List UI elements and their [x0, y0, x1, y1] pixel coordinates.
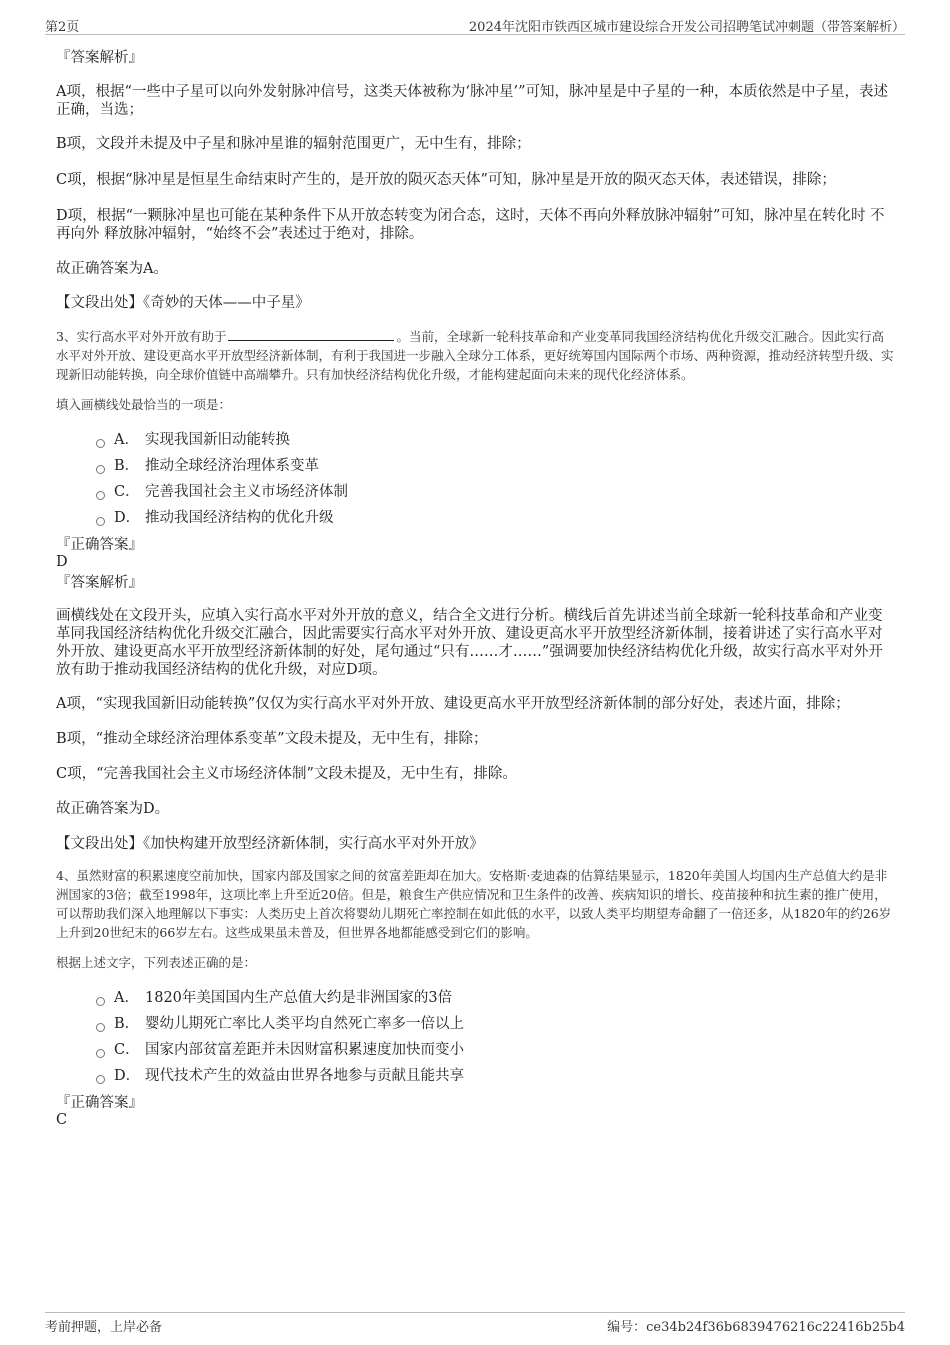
q4-option-a[interactable]: A． 1820年美国国内生产总值大约是非洲国家的3倍 — [96, 985, 894, 1011]
q2-source: 【文段出处】《奇妙的天体——中子星》 — [56, 295, 310, 311]
radio-icon[interactable] — [96, 439, 105, 448]
page-number: 第2页 — [45, 20, 80, 35]
radio-icon[interactable] — [96, 1049, 105, 1058]
q2-analysis-c: C项，根据“脉冲星是恒星生命结束时产生的，是开放的陨灭态天体”可知，脉冲星是开放的陨灭态天体，表述错误，排除； — [56, 172, 836, 188]
q3-fill-blank — [228, 328, 394, 341]
page-footer — [45, 1312, 905, 1335]
radio-icon[interactable] — [96, 517, 105, 526]
q3-source: 【文段出处】《加快构建开放型经济新体制，实行高水平对外开放》 — [56, 836, 484, 852]
q3-option-c[interactable]: C． 完善我国社会主义市场经济体制 — [96, 479, 894, 505]
page-header — [45, 14, 905, 35]
q3-prompt: 填入画横线处最恰当的一项是： — [56, 397, 232, 412]
q3-answer: D — [56, 554, 68, 570]
q3-options — [56, 427, 894, 531]
document-code: 编号：ce34b24f36b6839476216c22416b25b4 — [607, 1320, 905, 1335]
q3-analysis-c: C项，“完善我国社会主义市场经济体制”文段未提及，无中生有，排除。 — [56, 766, 517, 782]
q2-analysis-a: A项，根据“一些中子星可以向外发射脉冲信号，这类天体被称为‘脉冲星’”可知，脉冲星是中子星的一种，本质依然是中子星，表述正确，当选； — [56, 84, 889, 118]
q3-analysis-b: B项，“推动全球经济治理体系变革”文段未提及，无中生有，排除； — [56, 731, 488, 747]
document-title: 2024年沈阳市铁西区城市建设综合开发公司招聘笔试冲刺题（带答案解析） — [468, 20, 905, 35]
q3-stem-before: 3、实行高水平对外开放有助于 — [56, 329, 227, 344]
q3-option-a[interactable]: A． 实现我国新旧动能转换 — [96, 427, 894, 453]
q4-prompt: 根据上述文字，下列表述正确的是： — [56, 955, 257, 970]
q3-analysis-a: A项，“实现我国新旧动能转换”仅仅为实行高水平对外开放、建设更高水平开放型经济新体制的部分好处，表述片面，排除； — [56, 696, 850, 712]
q2-analysis-tag: 『答案解析』 — [56, 50, 143, 66]
q3-answer-tag: 『正确答案』 — [56, 537, 143, 553]
q2-conclusion: 故正确答案为A。 — [56, 261, 168, 277]
q3-stem — [56, 327, 894, 384]
q4-stem: 4、虽然财富的积累速度空前加快，国家内部及国家之间的贫富差距却在加大。安格斯·麦迪森的估算结果显示，1820年美国人均国内生产总值大约是非洲国家的3倍；截至1998年，这项比率上升至近20倍。但是，粮食生产供应情况和卫生条件的改善、疾病知识的增长、疫苗接种和抗生素的推广使用，可以帮助我们深入地理解以下事实：人类历史上首次将婴幼儿期死亡率控制在如此低的水平，以致人类平均期望寿命翻了一倍还多，从1820年的约26岁上升到20世纪末的66岁左右。这些成果虽未普及，但世界各地都能感受到它们的影响。 — [56, 868, 892, 940]
q3-option-d[interactable]: D． 推动我国经济结构的优化升级 — [96, 505, 894, 531]
q3-analysis-main: 画横线处在文段开头，应填入实行高水平对外开放的意义，结合全文进行分析。横线后首先讲述当前全球新一轮科技革命和产业变革同我国经济结构优化升级交汇融合，因此需要实行高水平对外开放、建设更高水平开放型经济新体制，接着讲述了实行高水平对外开放、建设更高水平开放型经济新体制的好处，尾句通过“只有……才……”强调要加快经济结构优化升级，故实行高水平对外开放有助于推动我国经济结构的优化升级，对应D项。 — [56, 608, 883, 678]
q3-analysis-tag: 『答案解析』 — [56, 575, 143, 591]
footer-slogan: 考前押题，上岸必备 — [45, 1320, 163, 1335]
q3-stem-after: 。当前，全球新一轮科技革命和产业变革同我国经济结构优化升级交汇融合。因此实行高水平对外开放、建设更高水平开放型经济新体制，有利于我国进一步融入全球分工体系，更好统筹国内国际两个市场、两种资源，推动经济转型升级、实现新旧动能转换，向全球价值链中高端攀升。只有加快经济结构优化升级，才能构建起面向未来的现代化经济体系。 — [56, 329, 894, 382]
radio-icon[interactable] — [96, 1023, 105, 1032]
q4-option-c[interactable]: C． 国家内部贫富差距并未因财富积累速度加快而变小 — [96, 1037, 894, 1063]
q4-answer: C — [56, 1112, 68, 1128]
q4-answer-tag: 『正确答案』 — [56, 1095, 143, 1111]
radio-icon[interactable] — [96, 465, 105, 474]
radio-icon[interactable] — [96, 1075, 105, 1084]
radio-icon[interactable] — [96, 491, 105, 500]
q2-analysis-b: B项，文段并未提及中子星和脉冲星谁的辐射范围更广，无中生有，排除； — [56, 136, 531, 152]
q3-conclusion: 故正确答案为D。 — [56, 801, 170, 817]
page-content — [56, 46, 894, 1129]
q4-options — [56, 985, 894, 1089]
q2-analysis-d: D项，根据“一颗脉冲星也可能在某种条件下从开放态转变为闭合态，这时，天体不再向外释放脉冲辐射”可知，脉冲星在转化时 不再向外 释放脉冲辐射，“始终不会”表述过于绝对，排除。 — [56, 208, 885, 242]
q4-option-b[interactable]: B． 婴幼儿期死亡率比人类平均自然死亡率多一倍以上 — [96, 1011, 894, 1037]
q4-option-d[interactable]: D． 现代技术产生的效益由世界各地参与贡献且能共享 — [96, 1063, 894, 1089]
radio-icon[interactable] — [96, 997, 105, 1006]
q3-option-b[interactable]: B． 推动全球经济治理体系变革 — [96, 453, 894, 479]
